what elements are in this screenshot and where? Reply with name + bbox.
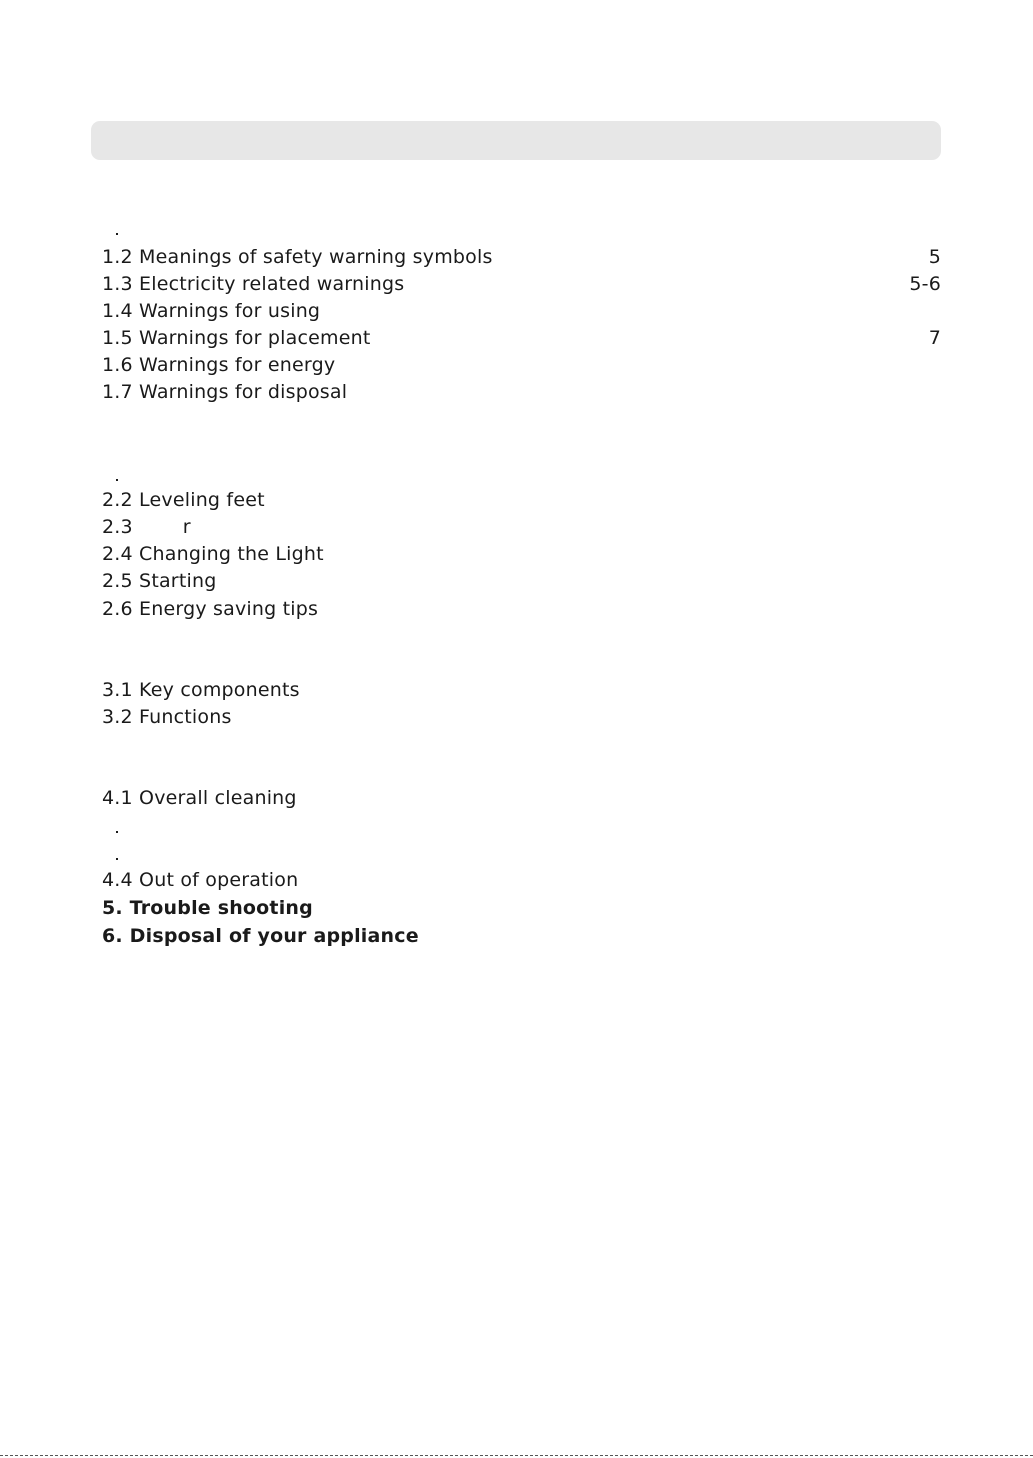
toc-entry-title: 6. Disposal of your appliance xyxy=(102,925,419,947)
toc-entry-section[interactable] xyxy=(102,923,941,949)
toc-entry-page: 7 xyxy=(928,327,941,349)
toc-entry-title: 2.2 Leveling feet xyxy=(102,489,265,511)
toc-entry[interactable] xyxy=(102,785,941,811)
toc-entry-title: 1.4 Warnings for using xyxy=(102,300,321,322)
page-bottom-rule xyxy=(0,1455,1033,1456)
dot-mark xyxy=(116,479,118,481)
toc-entry-title: 3.2 Functions xyxy=(102,706,232,728)
toc-entry-title: 2.3 r xyxy=(102,516,191,538)
toc-entry-title: 2.6 Energy saving tips xyxy=(102,598,319,620)
toc-entry[interactable] xyxy=(102,325,941,351)
toc-entry[interactable] xyxy=(102,379,941,405)
toc-entry[interactable] xyxy=(102,568,941,594)
toc-entry-page: 5 xyxy=(928,246,941,268)
toc-entry[interactable] xyxy=(102,298,941,324)
toc-entry-title: 4.4 Out of operation xyxy=(102,869,299,891)
toc-entry[interactable] xyxy=(102,244,941,270)
toc-entry-title: 3.1 Key components xyxy=(102,679,300,701)
toc-entry[interactable] xyxy=(102,596,941,622)
toc-entry-section[interactable] xyxy=(102,895,941,921)
toc-entry-title: 2.5 Starting xyxy=(102,570,217,592)
toc-entry[interactable] xyxy=(102,352,941,378)
contents-header-band xyxy=(91,121,941,160)
toc-entry-title: 2.4 Changing the Light xyxy=(102,543,324,565)
dot-mark xyxy=(116,858,118,860)
toc-entry[interactable] xyxy=(102,541,941,567)
toc-entry[interactable] xyxy=(102,514,941,540)
dot-mark xyxy=(116,233,118,235)
toc-entry[interactable] xyxy=(102,487,941,513)
toc-entry-title: 1.6 Warnings for energy xyxy=(102,354,336,376)
toc-entry-title: 1.3 Electricity related warnings xyxy=(102,273,405,295)
toc-entry[interactable] xyxy=(102,677,941,703)
dot-mark xyxy=(116,831,118,833)
toc-entry[interactable] xyxy=(102,271,941,297)
toc-entry[interactable] xyxy=(102,867,941,893)
toc-entry-title: 1.2 Meanings of safety warning symbols xyxy=(102,246,493,268)
toc-entry-title: 5. Trouble shooting xyxy=(102,897,313,919)
toc-entry[interactable] xyxy=(102,704,941,730)
toc-entry-title: 1.5 Warnings for placement xyxy=(102,327,371,349)
toc-entry-page: 5-6 xyxy=(909,273,941,295)
toc-entry-title: 4.1 Overall cleaning xyxy=(102,787,297,809)
toc-entry-title: 1.7 Warnings for disposal xyxy=(102,381,348,403)
